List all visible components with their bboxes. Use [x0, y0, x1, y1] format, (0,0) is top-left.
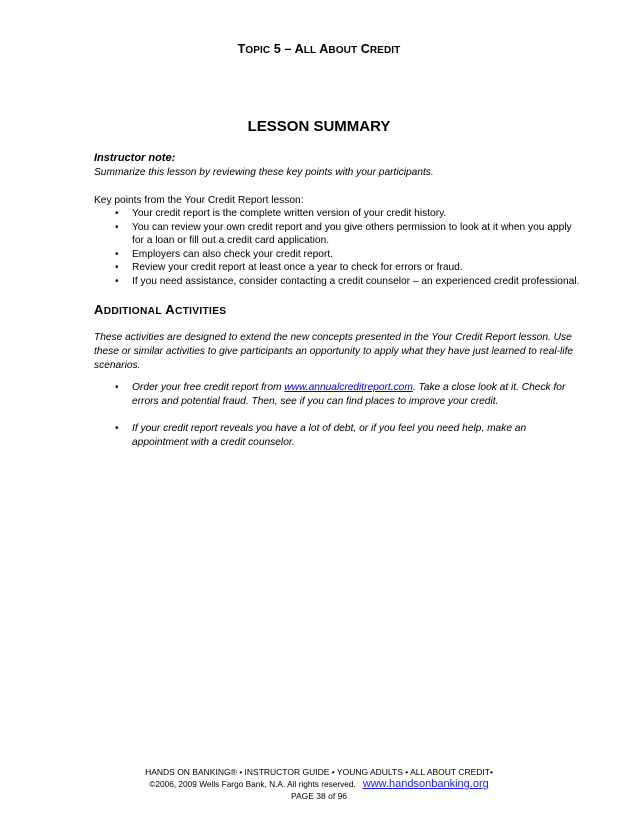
list-item	[94, 422, 584, 449]
list-item	[94, 261, 584, 275]
topic-header-part: T	[237, 42, 246, 56]
list-item	[94, 207, 584, 221]
additional-activities-intro: These activities are designed to extend the new concepts presented in the Your Credit Report lesson. Use these or similar activities to give participants an opportunity to apply what they have just learned to real-life scenarios.	[94, 332, 574, 371]
topic-header-part: BOUT	[328, 45, 358, 56]
topic-header-part: A	[316, 42, 329, 56]
bullet-icon: •	[115, 275, 119, 287]
instructor-note-label: Instructor note:	[94, 152, 176, 164]
topic-header-part: LL	[303, 45, 317, 56]
footer-copyright-line	[0, 778, 638, 790]
handsonbanking-link[interactable]: www.handsonbanking.org	[362, 778, 489, 790]
list-item	[94, 275, 584, 289]
activity-text: Order your free credit report from	[132, 382, 285, 393]
lesson-title: LESSON SUMMARY	[247, 118, 391, 135]
activity-text: . Take a close look at it. Check for errors and potential fraud. Then, see if you can find places to improve your credit.	[132, 382, 566, 407]
topic-header-part: REDIT	[369, 45, 401, 56]
list-item-text: Review your credit report at least once a year to check for errors or fraud.	[132, 262, 463, 274]
footer-line: HANDS ON BANKING® • INSTRUCTOR GUIDE • YOUNG ADULTS • ALL ABOUT CREDIT•	[145, 767, 493, 777]
activity-text: If your credit report reveals you have a lot of debt, or if you feel you need help, make an appointment with a credit counselor.	[132, 423, 527, 448]
topic-header-part: OPIC	[245, 45, 271, 56]
activities-list	[94, 381, 584, 463]
bullet-icon: •	[115, 423, 119, 435]
list-item-text: Your credit report is the complete written version of your credit history.	[132, 208, 447, 219]
bullet-icon: •	[115, 221, 119, 233]
list-item	[94, 248, 584, 262]
topic-header-part: C	[357, 42, 370, 56]
instructor-note-text: Summarize this lesson by reviewing these key points with your participants.	[94, 167, 434, 178]
key-points-list	[94, 207, 584, 289]
topic-header-part: A	[294, 42, 304, 56]
footer-copyright: ©2006, 2009 Wells Fargo Bank, N.A. All rights reserved.	[149, 779, 356, 789]
key-points-intro: Key points from the Your Credit Report lesson:	[94, 195, 304, 206]
bullet-icon: •	[115, 208, 119, 219]
list-item	[94, 381, 584, 408]
topic-header	[0, 42, 638, 56]
heading-part: A	[161, 302, 175, 317]
annualcreditreport-link[interactable]: www.annualcreditreport.com	[284, 382, 413, 393]
page-footer	[0, 766, 638, 802]
bullet-icon: •	[115, 262, 119, 274]
heading-part: CTIVITIES	[175, 306, 227, 317]
topic-header-part: 5 –	[270, 42, 295, 56]
list-item	[94, 221, 584, 248]
page-number: PAGE 38 of 96	[290, 791, 348, 801]
bullet-icon: •	[115, 248, 119, 260]
bullet-icon: •	[115, 382, 119, 393]
additional-activities-heading	[94, 303, 584, 319]
list-item-text: You can review your own credit report and you give others permission to look at it when you apply for a loan or fill out a credit card application.	[132, 221, 572, 247]
list-item-text: If you need assistance, consider contacting a credit counselor – an experienced credit professional.	[132, 275, 580, 287]
heading-part: A	[94, 302, 104, 317]
heading-part: DDITIONAL	[103, 306, 162, 317]
list-item-text: Employers can also check your credit report.	[132, 248, 334, 260]
